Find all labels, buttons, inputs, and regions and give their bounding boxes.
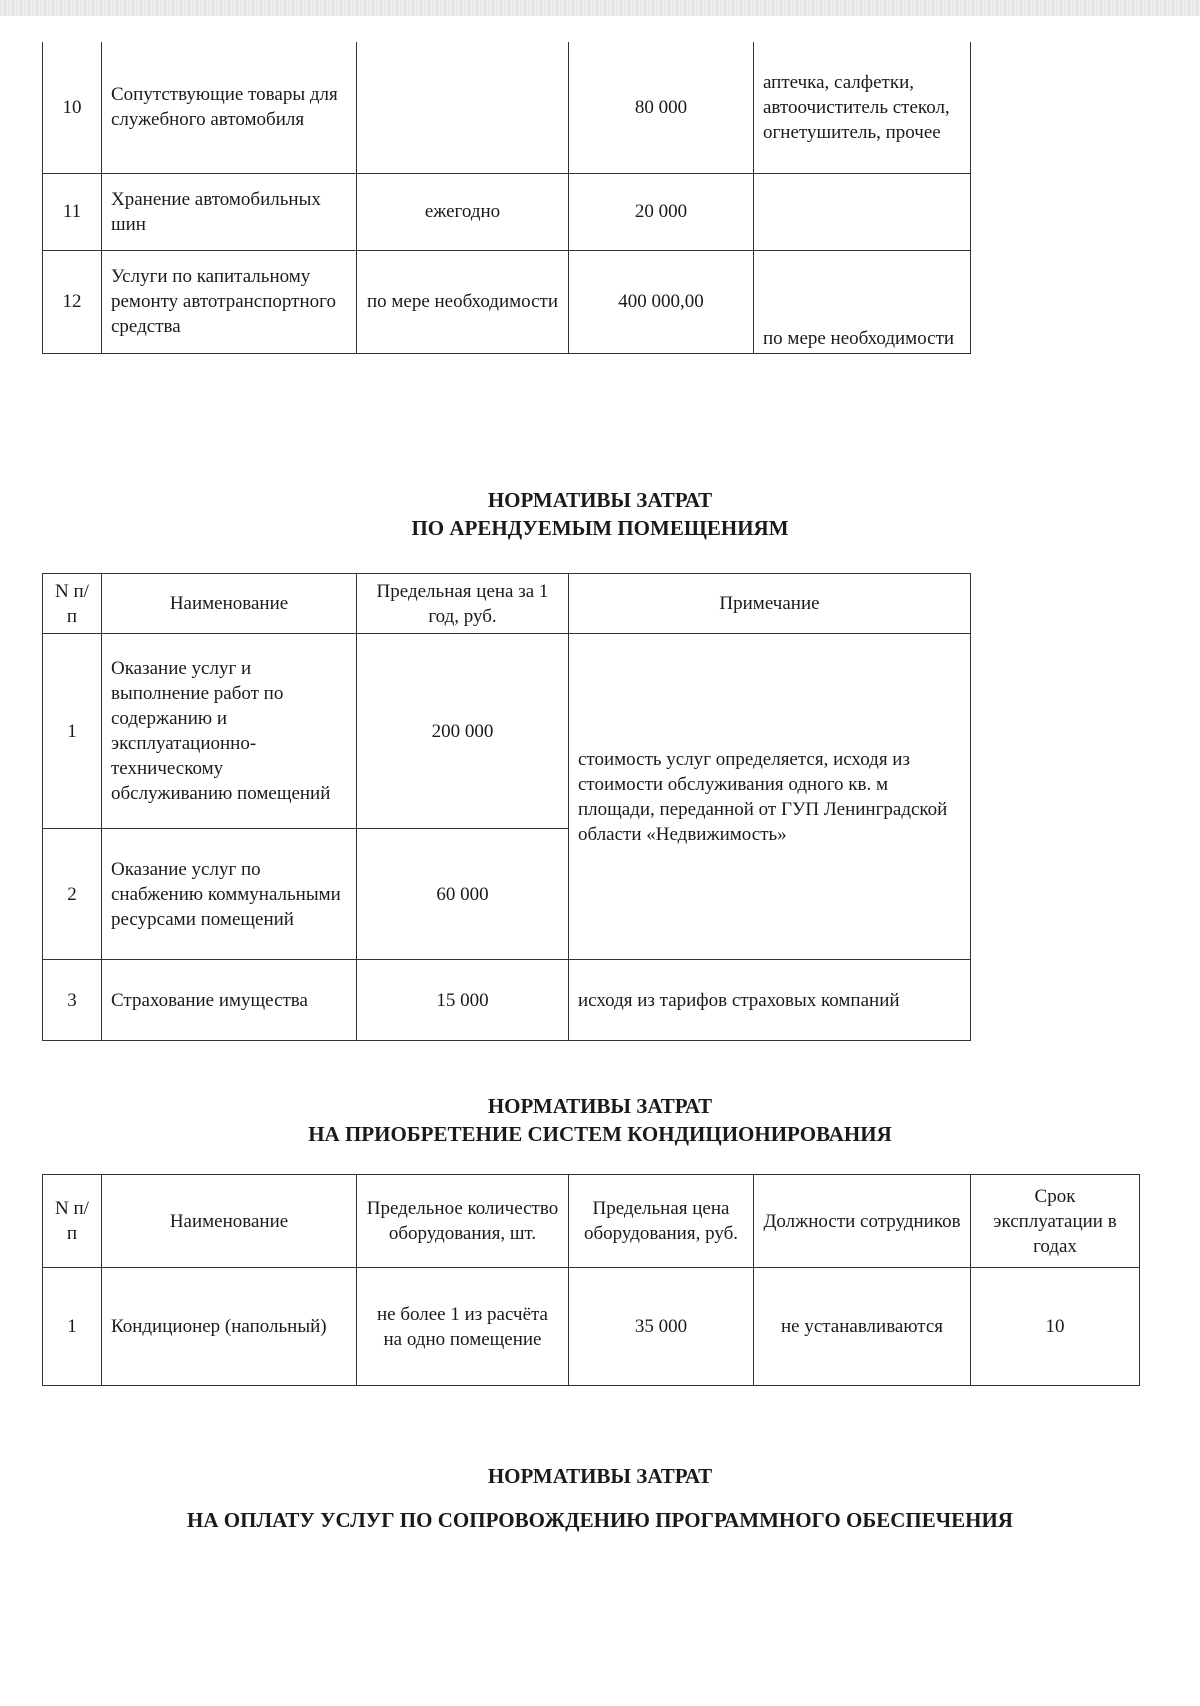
item-note: аптечка, салфетки, автоочиститель стекол, огнетушитель, прочее	[754, 42, 971, 173]
row-number: 1	[43, 634, 102, 829]
item-note: исходя из тарифов страховых компаний	[569, 960, 971, 1041]
item-name: Кондиционер (напольный)	[102, 1268, 357, 1386]
item-price: 35 000	[569, 1268, 754, 1386]
section-title	[0, 1092, 1200, 1148]
row-number: 1	[43, 1268, 102, 1386]
header-qty: Предельное количество оборудования, шт.	[357, 1175, 569, 1268]
header-positions: Должности сотрудников	[754, 1175, 971, 1268]
item-name: Услуги по капитальному ремонту автотранспортного средства	[102, 250, 357, 353]
item-period	[357, 42, 569, 173]
section-title-line1: НОРМАТИВЫ ЗАТРАТ	[487, 1094, 713, 1118]
header-note: Примечание	[569, 574, 971, 634]
item-price: 200 000	[357, 634, 569, 829]
table-row	[43, 960, 971, 1041]
row-number: 12	[43, 250, 102, 353]
header-name: Наименование	[102, 1175, 357, 1268]
item-note: по мере необходимости	[754, 250, 971, 353]
item-period: ежегодно	[357, 173, 569, 250]
item-period: по мере необходимости	[357, 250, 569, 353]
item-price: 20 000	[569, 173, 754, 250]
continued-table	[42, 42, 971, 354]
item-note	[754, 173, 971, 250]
table-header-row	[43, 1175, 1140, 1268]
section-title-line1: НОРМАТИВЫ ЗАТРАТ	[487, 488, 713, 512]
table-row	[43, 250, 971, 353]
item-name: Хранение автомобильных шин	[102, 173, 357, 250]
item-name: Страхование имущества	[102, 960, 357, 1041]
item-term: 10	[971, 1268, 1140, 1386]
item-name: Оказание услуг и выполнение работ по содержанию и эксплуатационно-техническому обслуживанию помещений	[102, 634, 357, 829]
section-title-line2: НА ОПЛАТУ УСЛУГ ПО СОПРОВОЖДЕНИЮ ПРОГРАММНОГО ОБЕСПЕЧЕНИЯ	[187, 1508, 1013, 1532]
section-title	[0, 486, 1200, 542]
scan-edge-artifact	[0, 0, 1200, 16]
table-row	[43, 173, 971, 250]
row-number: 3	[43, 960, 102, 1041]
table-row	[43, 634, 971, 829]
table-row	[43, 42, 971, 173]
row-number: 10	[43, 42, 102, 173]
shared-note: стоимость услуг определяется, исходя из стоимости обслуживания одного кв. м площади, переданной от ГУП Ленинградской области «Недвижимость»	[569, 634, 971, 960]
item-name: Оказание услуг по снабжению коммунальными ресурсами помещений	[102, 829, 357, 960]
table-header-row	[43, 574, 971, 634]
item-name: Сопутствующие товары для служебного автомобиля	[102, 42, 357, 173]
item-positions: не устанавливаются	[754, 1268, 971, 1386]
table-row	[43, 1268, 1140, 1386]
header-num: N п/п	[43, 574, 102, 634]
item-price: 400 000,00	[569, 250, 754, 353]
header-term: Срок эксплуатации в годах	[971, 1175, 1140, 1268]
header-price: Предельная цена оборудования, руб.	[569, 1175, 754, 1268]
section-title-line2: ПО АРЕНДУЕМЫМ ПОМЕЩЕНИЯМ	[411, 516, 789, 540]
header-price: Предельная цена за 1 год, руб.	[357, 574, 569, 634]
section-title-line1: НОРМАТИВЫ ЗАТРАТ	[487, 1464, 713, 1488]
header-name: Наименование	[102, 574, 357, 634]
row-number: 11	[43, 173, 102, 250]
ac-table	[42, 1174, 1140, 1386]
row-number: 2	[43, 829, 102, 960]
rent-table	[42, 573, 971, 1041]
item-price: 15 000	[357, 960, 569, 1041]
item-price: 60 000	[357, 829, 569, 960]
header-num: N п/п	[43, 1175, 102, 1268]
section-title-line2: НА ПРИОБРЕТЕНИЕ СИСТЕМ КОНДИЦИОНИРОВАНИЯ	[308, 1122, 892, 1146]
item-qty: не более 1 из расчёта на одно помещение	[357, 1268, 569, 1386]
item-price: 80 000	[569, 42, 754, 173]
